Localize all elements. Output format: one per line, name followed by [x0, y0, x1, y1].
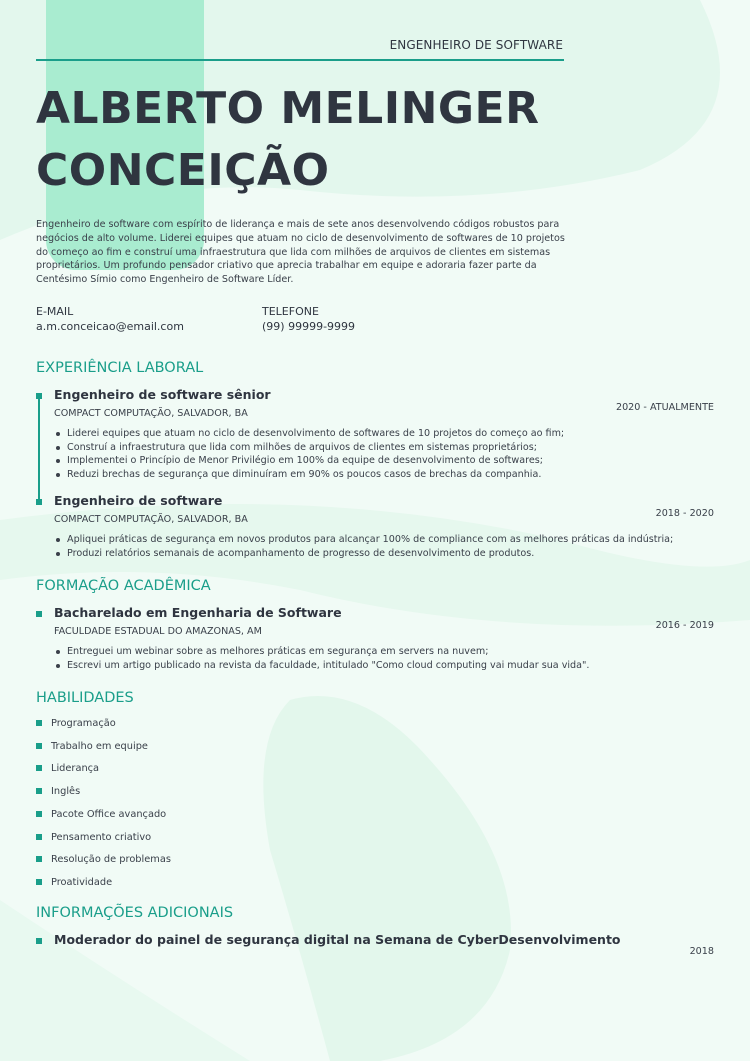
additional-date: 2018 [689, 946, 714, 957]
bullet-item: Apliquei práticas de segurança em novos produtos para alcançar 100% de compliance com as melhores práticas da indústria; [54, 533, 673, 547]
summary: Engenheiro de software com espírito de liderança e mais de sete anos desenvolvendo códigos robustos para negócios de alto volume. Liderei equipes que atuam no ciclo de desenvolvimento de softwares de 10 projetos do começo ao fim e construí uma infraestrutura que lida com milhões de arquivos de clientes em sistemas proprietários. Um profundo pensador criativo que aprecia trabalhar em equipe e adoraria fazer parte da Centésimo Símio como Engenheiro de Software Líder. [36, 219, 565, 286]
entry-date: 2018 - 2020 [655, 508, 714, 519]
bullet-square-icon [36, 788, 42, 794]
skill-item: Inglês [51, 786, 81, 798]
entry-org: FACULDADE ESTADUAL DO AMAZONAS, AM [54, 626, 262, 637]
email-value[interactable]: a.m.conceicao@email.com [36, 320, 184, 333]
bullet-square-icon [36, 743, 42, 749]
additional-title: Moderador do painel de segurança digital na Semana de CyberDesenvolvimento [54, 932, 621, 947]
experience-entry [54, 387, 564, 481]
header-divider [36, 59, 564, 61]
bullet-item: Liderei equipes que atuam no ciclo de desenvolvimento de softwares de 10 projetos do começo ao fim; [54, 427, 564, 441]
skill-item: Pensamento criativo [51, 831, 152, 843]
education-entry [54, 605, 589, 672]
name-line-2: CONCEIÇÃO [36, 145, 330, 196]
bullet-item: Reduzi brechas de segurança que diminuíram em 90% os poucos casos de brechas da companhia. [54, 468, 564, 482]
section-heading-experience: EXPERIÊNCIA LABORAL [36, 360, 204, 376]
section-heading-skills: HABILIDADES [36, 690, 134, 706]
entry-title: Engenheiro de software sênior [54, 387, 271, 402]
entry-bullets [54, 645, 589, 672]
job-title: ENGENHEIRO DE SOFTWARE [389, 38, 563, 52]
email-label: E-MAIL [36, 305, 74, 318]
contact-email [36, 305, 184, 333]
bullet-item: Implementei o Princípio de Menor Privilégio em 100% da equipe de desenvolvimento de softwares; [54, 454, 564, 468]
bullet-item: Construí a infraestrutura que lida com milhões de arquivos de clientes em sistemas proprietários; [54, 441, 564, 455]
skill-item: Trabalho em equipe [51, 740, 148, 752]
bullet-square-icon [36, 856, 42, 862]
bullet-square-icon [36, 834, 42, 840]
bullet-square-icon [36, 499, 42, 505]
bullet-square-icon [36, 611, 42, 617]
entry-title: Engenheiro de software [54, 493, 223, 508]
bullet-item: Produzi relatórios semanais de acompanhamento de progresso de desenvolvimento de produtos. [54, 547, 673, 561]
entry-date: 2016 - 2019 [655, 620, 714, 631]
skill-item: Resolução de problemas [51, 854, 171, 866]
bullet-square-icon [36, 938, 42, 944]
entry-title: Bacharelado em Engenharia de Software [54, 605, 342, 620]
skill-item: Liderança [51, 763, 100, 775]
skill-item: Pacote Office avançado [51, 808, 167, 820]
bullet-square-icon [36, 879, 42, 885]
bullet-square-icon [36, 720, 42, 726]
bullet-square-icon [36, 393, 42, 399]
entry-org: COMPACT COMPUTAÇÃO, SALVADOR, BA [54, 514, 248, 525]
name-line-1: ALBERTO MELINGER [36, 83, 540, 134]
entry-org: COMPACT COMPUTAÇÃO, SALVADOR, BA [54, 408, 248, 419]
section-heading-additional: INFORMAÇÕES ADICIONAIS [36, 905, 234, 921]
phone-value[interactable]: (99) 99999-9999 [262, 320, 356, 333]
entry-bullets [54, 427, 564, 481]
bullet-item: Escrevi um artigo publicado na revista da faculdade, intitulado "Como cloud computing vai mudar sua vida". [54, 659, 589, 673]
skill-item: Proatividade [51, 876, 113, 888]
timeline-line [38, 396, 40, 502]
skill-item: Programação [51, 718, 116, 729]
entry-bullets [54, 533, 673, 560]
bullet-square-icon [36, 811, 42, 817]
entry-date: 2020 - ATUALMENTE [615, 402, 714, 413]
phone-label: TELEFONE [262, 305, 319, 318]
experience-entry [54, 493, 673, 560]
contact-phone [262, 305, 355, 333]
bullet-square-icon [36, 765, 42, 771]
bullet-item: Entreguei um webinar sobre as melhores práticas em segurança em servers na nuvem; [54, 645, 589, 659]
candidate-name [36, 78, 539, 202]
section-heading-education: FORMAÇÃO ACADÊMICA [36, 578, 211, 594]
